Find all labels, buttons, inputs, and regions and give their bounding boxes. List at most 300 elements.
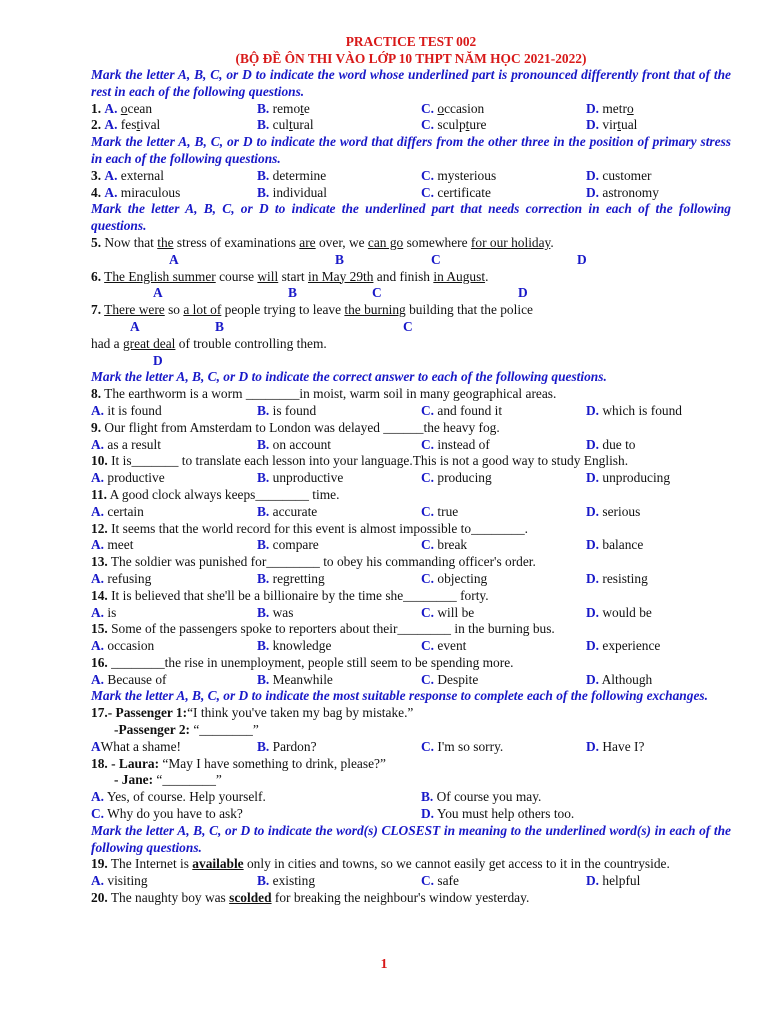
underlined-word: available	[192, 856, 244, 872]
option-text: safe	[437, 873, 459, 889]
options-row	[91, 470, 731, 487]
option-text: objecting	[437, 570, 488, 586]
option-text: helpful	[602, 873, 641, 889]
question-text: for breaking the neighbour's window yesterday.	[271, 890, 530, 906]
option-letter: D.	[586, 671, 600, 687]
option-text: unproducing	[602, 470, 671, 486]
question-number: 10.	[91, 453, 108, 469]
option-text: determine	[272, 167, 327, 183]
option-b[interactable]	[257, 403, 316, 420]
option-text: as a result	[107, 436, 161, 452]
speaker-2-line: “________”	[190, 722, 259, 738]
word-part: metr	[602, 100, 627, 116]
option-d	[586, 101, 634, 118]
question-8	[91, 386, 731, 403]
question-11	[91, 487, 731, 504]
option-c[interactable]	[421, 605, 474, 622]
option-b[interactable]	[257, 504, 317, 521]
option-c[interactable]	[421, 739, 503, 756]
option-text: individual	[272, 184, 327, 200]
marker-a: A	[153, 285, 163, 301]
option-a[interactable]	[91, 470, 165, 487]
option-letter: B.	[257, 671, 270, 687]
option-c	[421, 168, 496, 185]
question-18-line-1	[91, 756, 731, 773]
option-letter: C.	[421, 570, 435, 586]
option-letter: C.	[421, 470, 435, 486]
option-letter: A.	[91, 570, 105, 586]
question-number: 3.	[91, 167, 102, 183]
option-letter: B.	[257, 184, 270, 200]
question-6	[91, 269, 731, 286]
question-text: start	[278, 268, 308, 284]
question-text: It is believed that she'll be a billionaire by the time she________ forty.	[107, 587, 489, 603]
options-row	[91, 403, 731, 420]
option-text: visiting	[107, 873, 148, 889]
option-b[interactable]	[257, 537, 319, 554]
option-text: astronomy	[602, 184, 659, 200]
underlined-part: o	[120, 100, 128, 116]
option-letter: A.	[91, 503, 105, 519]
option-a	[91, 185, 180, 202]
option-b	[257, 185, 327, 202]
underlined-part-d: for our holiday	[470, 234, 551, 250]
question-text: people trying to leave	[221, 302, 345, 318]
option-text: miraculous	[120, 184, 181, 200]
option-text: break	[437, 537, 468, 553]
option-b[interactable]	[257, 437, 331, 454]
option-letter: C.	[421, 738, 435, 754]
marker-a: A	[130, 318, 140, 334]
page-number: 1	[380, 957, 388, 972]
option-letter: B.	[421, 789, 434, 805]
option-c[interactable]	[421, 638, 466, 655]
option-letter: D.	[586, 873, 600, 889]
option-letter: C.	[421, 671, 435, 687]
question-text: It seems that the world record for this event is almost impossible to________.	[107, 520, 528, 536]
instruction-exchanges: Mark the letter A, B, C, or D to indicate the most suitable response to complete each of the following exchanges.	[91, 688, 708, 704]
option-text: is found	[272, 402, 317, 418]
option-letter: C.	[91, 806, 105, 822]
question-number: 9.	[91, 419, 102, 435]
marker-a: A	[169, 251, 179, 267]
option-text: I'm so sorry.	[437, 738, 504, 754]
option-text: true	[437, 503, 459, 519]
question-18-options-ab	[91, 789, 731, 806]
question-number: 16.	[91, 654, 108, 670]
option-a	[91, 101, 152, 118]
option-letter: B.	[257, 117, 270, 133]
option-text: productive	[107, 470, 165, 486]
marker-b: B	[215, 318, 224, 334]
option-a[interactable]	[91, 403, 162, 420]
question-text: ________the rise in unemployment, people still seem to be spending more.	[107, 654, 514, 670]
answer-markers-6	[91, 285, 731, 302]
option-letter: C.	[421, 503, 435, 519]
question-17-options	[91, 739, 731, 756]
word-part: ural	[292, 117, 314, 133]
option-letter: A.	[104, 184, 118, 200]
question-number: 17.	[91, 705, 108, 721]
option-letter: B.	[257, 873, 270, 889]
option-text: on account	[272, 436, 332, 452]
option-a[interactable]	[91, 537, 133, 554]
underlined-part-a: There were	[104, 302, 165, 318]
question-17-line-2	[91, 722, 731, 739]
marker-c: C	[403, 318, 413, 334]
question-15	[91, 621, 731, 638]
option-text: You must help others too.	[436, 806, 575, 822]
underlined-part-a: the	[157, 234, 174, 250]
underlined-part-b: will	[257, 268, 279, 284]
question-2	[91, 117, 731, 134]
underlined-part: t	[136, 117, 141, 133]
underlined-part-c: can go	[367, 234, 404, 250]
options-row	[91, 504, 731, 521]
question-number: 12.	[91, 520, 108, 536]
word-part: ure	[469, 117, 487, 133]
word-part: e	[303, 100, 310, 116]
option-d[interactable]	[586, 739, 644, 756]
underlined-word: scolded	[229, 890, 272, 906]
option-letter: D.	[586, 184, 600, 200]
option-b[interactable]	[257, 672, 333, 689]
word-part: fes	[120, 117, 137, 133]
option-letter: C.	[421, 873, 435, 889]
marker-d: D	[577, 251, 587, 267]
option-text: Of course you may.	[436, 789, 542, 805]
option-letter: A.	[91, 671, 105, 687]
option-c	[421, 185, 491, 202]
option-text: Although	[601, 671, 653, 687]
option-letter: C.	[421, 184, 435, 200]
option-letter: D.	[586, 570, 600, 586]
option-text: instead of	[437, 436, 490, 452]
underlined-part: t	[289, 117, 293, 133]
options-row	[91, 605, 731, 622]
option-letter: D.	[586, 503, 600, 519]
question-number: 7.	[91, 302, 102, 318]
marker-d: D	[153, 352, 163, 368]
option-b[interactable]	[257, 470, 343, 487]
test-subtitle: (BỘ ĐỀ ÔN THI VÀO LỚP 10 THPT NĂM HỌC 2021-2022)	[235, 50, 587, 66]
option-a[interactable]	[91, 605, 116, 622]
option-text: is	[107, 604, 117, 620]
option-c	[421, 101, 484, 118]
option-c[interactable]	[421, 504, 458, 521]
answer-markers-7-d	[91, 353, 731, 370]
option-d[interactable]	[421, 806, 574, 823]
answer-markers-7-abc	[91, 319, 731, 336]
word-part: ival	[140, 117, 161, 133]
speaker-1-line: “I think you've taken my bag by mistake.”	[187, 705, 414, 721]
marker-b: B	[335, 251, 344, 267]
question-text: Some of the passengers spoke to reporters about their________ in the burning bus.	[107, 621, 555, 637]
option-letter: B.	[257, 738, 270, 754]
question-text: The naughty boy was	[107, 890, 230, 906]
option-letter: A.	[91, 470, 105, 486]
question-number: 20.	[91, 890, 108, 906]
question-19-options	[91, 873, 731, 890]
question-text: The earthworm is a worm ________in moist, warm soil in many geographical areas.	[101, 386, 557, 402]
option-letter: A.	[91, 638, 105, 654]
option-d	[586, 168, 651, 185]
option-letter: D.	[586, 738, 600, 754]
option-letter: D.	[586, 117, 600, 133]
instruction-closest-meaning: Mark the letter A, B, C, or D to indicate the word(s) CLOSEST in meaning to the underlined word(s) in each of the following questions.	[91, 822, 731, 855]
option-a	[91, 117, 160, 134]
underlined-part-a: The English summer	[104, 268, 216, 284]
option-letter: A.	[91, 436, 105, 452]
option-d[interactable]	[586, 605, 652, 622]
option-text: existing	[272, 873, 316, 889]
option-a[interactable]	[91, 504, 144, 521]
word-part: cean	[127, 100, 153, 116]
question-17-line-1	[91, 705, 731, 722]
option-letter: A.	[104, 117, 118, 133]
option-text: will be	[437, 604, 475, 620]
question-number: 19.	[91, 856, 108, 872]
option-letter: B.	[257, 167, 270, 183]
speaker-1: - Passenger 1:	[107, 705, 188, 721]
option-letter: C.	[421, 436, 435, 452]
option-text: meet	[107, 537, 134, 553]
test-title: PRACTICE TEST 002	[345, 34, 477, 49]
option-letter: D.	[586, 436, 600, 452]
underlined-part: t	[465, 117, 470, 133]
option-letter: C.	[421, 167, 435, 183]
underlined-part-d: in August	[433, 268, 486, 284]
option-letter: A.	[91, 789, 105, 805]
option-letter: D.	[586, 402, 600, 418]
option-text: certain	[107, 503, 144, 519]
option-letter: C.	[421, 604, 435, 620]
marker-c: C	[372, 285, 382, 301]
underlined-part: t	[300, 100, 304, 116]
option-a[interactable]	[91, 789, 266, 806]
speaker-1-line: “May I have something to drink, please?”	[159, 755, 386, 771]
option-text: Meanwhile	[272, 671, 333, 687]
question-5	[91, 235, 731, 252]
option-letter: B.	[257, 100, 270, 116]
option-c[interactable]	[91, 806, 243, 823]
question-text: Now that	[101, 234, 158, 250]
question-18-options-cd	[91, 806, 731, 823]
question-text: It is_______ to translate each lesson into your language.This is not a good way to study English.	[107, 453, 629, 469]
question-7	[91, 302, 731, 319]
underlined-part: t	[617, 117, 621, 133]
option-text: customer	[602, 167, 652, 183]
option-letter: B.	[257, 604, 270, 620]
option-text: Because of	[107, 671, 167, 687]
option-text: Despite	[437, 671, 479, 687]
option-text: refusing	[107, 570, 152, 586]
option-b[interactable]	[257, 605, 293, 622]
option-letter: B.	[257, 537, 270, 553]
question-1	[91, 101, 731, 118]
option-letter: D.	[586, 167, 600, 183]
instruction-correction: Mark the letter A, B, C, or D to indicate the underlined part that needs correction in each of the following questions.	[91, 201, 731, 234]
option-text: and found it	[437, 402, 503, 418]
word-part: ual	[621, 117, 638, 133]
option-text: which is found	[602, 402, 682, 418]
question-text: The Internet is	[107, 856, 193, 872]
option-letter: B.	[257, 570, 270, 586]
option-a[interactable]	[91, 739, 181, 756]
question-text: stress of examinations	[173, 234, 300, 250]
option-letter: A.	[104, 100, 118, 116]
question-text: and finish	[373, 268, 434, 284]
option-d[interactable]	[586, 672, 652, 689]
option-c[interactable]	[421, 437, 490, 454]
question-number: 5.	[91, 234, 102, 250]
question-3	[91, 168, 731, 185]
question-number: 4.	[91, 184, 102, 200]
marker-b: B	[288, 285, 297, 301]
question-10	[91, 453, 731, 470]
option-text: mysterious	[437, 167, 497, 183]
speaker-1: - Laura:	[107, 755, 160, 771]
question-number: 11.	[91, 486, 107, 502]
question-text: so	[164, 302, 184, 318]
option-c	[421, 117, 487, 134]
option-text: What a shame!	[100, 738, 181, 754]
option-text: certificate	[437, 184, 491, 200]
option-d[interactable]	[586, 504, 640, 521]
question-number: 2.	[91, 117, 102, 133]
option-text: Pardon?	[272, 738, 317, 754]
option-letter: A.	[91, 604, 105, 620]
option-letter: D.	[586, 638, 600, 654]
option-text: knowledge	[272, 638, 332, 654]
question-text: course	[215, 268, 258, 284]
test-page	[91, 34, 731, 907]
option-letter: B.	[257, 470, 270, 486]
question-text: .	[550, 234, 554, 250]
question-20	[91, 890, 731, 907]
option-b[interactable]	[257, 638, 331, 655]
underlined-part: o	[437, 100, 445, 116]
underlined-part-b: a lot of	[183, 302, 222, 318]
option-a[interactable]	[91, 571, 151, 588]
question-12	[91, 521, 731, 538]
speaker-2-line: “________”	[153, 772, 222, 788]
question-text: somewhere	[403, 234, 471, 250]
option-d[interactable]	[586, 638, 660, 655]
option-letter: D.	[586, 537, 600, 553]
question-4	[91, 185, 731, 202]
option-c[interactable]	[421, 672, 478, 689]
marker-d: D	[518, 285, 528, 301]
underlined-part-c: in May 29th	[307, 268, 374, 284]
question-text: A good clock always keeps________ time.	[107, 486, 340, 502]
option-text: resisting	[602, 570, 648, 586]
question-19	[91, 856, 731, 873]
option-a[interactable]	[91, 638, 154, 655]
option-c[interactable]	[421, 403, 502, 420]
option-letter: B.	[257, 638, 270, 654]
option-d[interactable]	[586, 403, 682, 420]
option-letter: C.	[421, 537, 435, 553]
marker-c: C	[431, 251, 441, 267]
option-b	[257, 101, 310, 118]
option-text: unproductive	[272, 470, 344, 486]
options-row	[91, 638, 731, 655]
option-a[interactable]	[91, 437, 161, 454]
option-b[interactable]	[257, 739, 317, 756]
option-letter: C.	[421, 638, 435, 654]
option-letter: A.	[104, 167, 118, 183]
option-text: Why do you have to ask?	[107, 806, 243, 822]
question-number: 8.	[91, 386, 102, 402]
option-d[interactable]	[586, 873, 640, 890]
option-a[interactable]	[91, 672, 167, 689]
option-d[interactable]	[586, 571, 648, 588]
underlined-part: o	[626, 100, 634, 116]
option-b	[257, 117, 314, 134]
option-letter: D.	[586, 100, 600, 116]
option-letter: A.	[91, 537, 105, 553]
option-letter: B.	[257, 436, 270, 452]
question-7-continued	[91, 336, 731, 353]
option-b[interactable]	[421, 789, 541, 806]
options-row	[91, 437, 731, 454]
question-text: over, we	[315, 234, 368, 250]
option-text: it is found	[107, 402, 162, 418]
question-text: of trouble controlling them.	[175, 335, 327, 351]
question-text: Our flight from Amsterdam to London was delayed ______the heavy fog.	[101, 419, 500, 435]
option-d[interactable]	[586, 470, 670, 487]
option-c[interactable]	[421, 470, 492, 487]
option-d[interactable]	[586, 437, 636, 454]
question-16	[91, 655, 731, 672]
question-9	[91, 420, 731, 437]
option-text: Have I?	[602, 738, 645, 754]
word-part: ccasion	[444, 100, 485, 116]
option-d[interactable]	[586, 537, 643, 554]
option-text: balance	[602, 537, 644, 553]
underlined-part-b: are	[299, 234, 316, 250]
question-14	[91, 588, 731, 605]
question-18-line-2	[91, 772, 731, 789]
option-text: Yes, of course. Help yourself.	[106, 789, 266, 805]
option-b[interactable]	[257, 571, 325, 588]
option-text: producing	[437, 470, 492, 486]
answer-markers-5	[91, 252, 731, 269]
option-letter: C.	[421, 402, 435, 418]
option-d	[586, 185, 659, 202]
option-c[interactable]	[421, 873, 459, 890]
option-text: would be	[602, 604, 652, 620]
option-text: was	[272, 604, 294, 620]
option-c[interactable]	[421, 537, 467, 554]
word-part: sculp	[437, 117, 466, 133]
option-b[interactable]	[257, 873, 315, 890]
option-text: compare	[272, 537, 319, 553]
underlined-part-c: the burning	[344, 302, 406, 318]
option-text: serious	[602, 503, 641, 519]
question-number: 1.	[91, 100, 102, 116]
word-part: remo	[272, 100, 301, 116]
option-a[interactable]	[91, 873, 148, 890]
option-letter: D.	[586, 604, 600, 620]
option-letter: D.	[586, 470, 600, 486]
option-text: accurate	[272, 503, 318, 519]
option-c[interactable]	[421, 571, 487, 588]
question-text: The soldier was punished for________ to obey his commanding officer's order.	[107, 554, 536, 570]
option-letter: A.	[91, 873, 105, 889]
instruction-correct-answer: Mark the letter A, B, C, or D to indicate the correct answer to each of the following questions.	[91, 369, 607, 385]
